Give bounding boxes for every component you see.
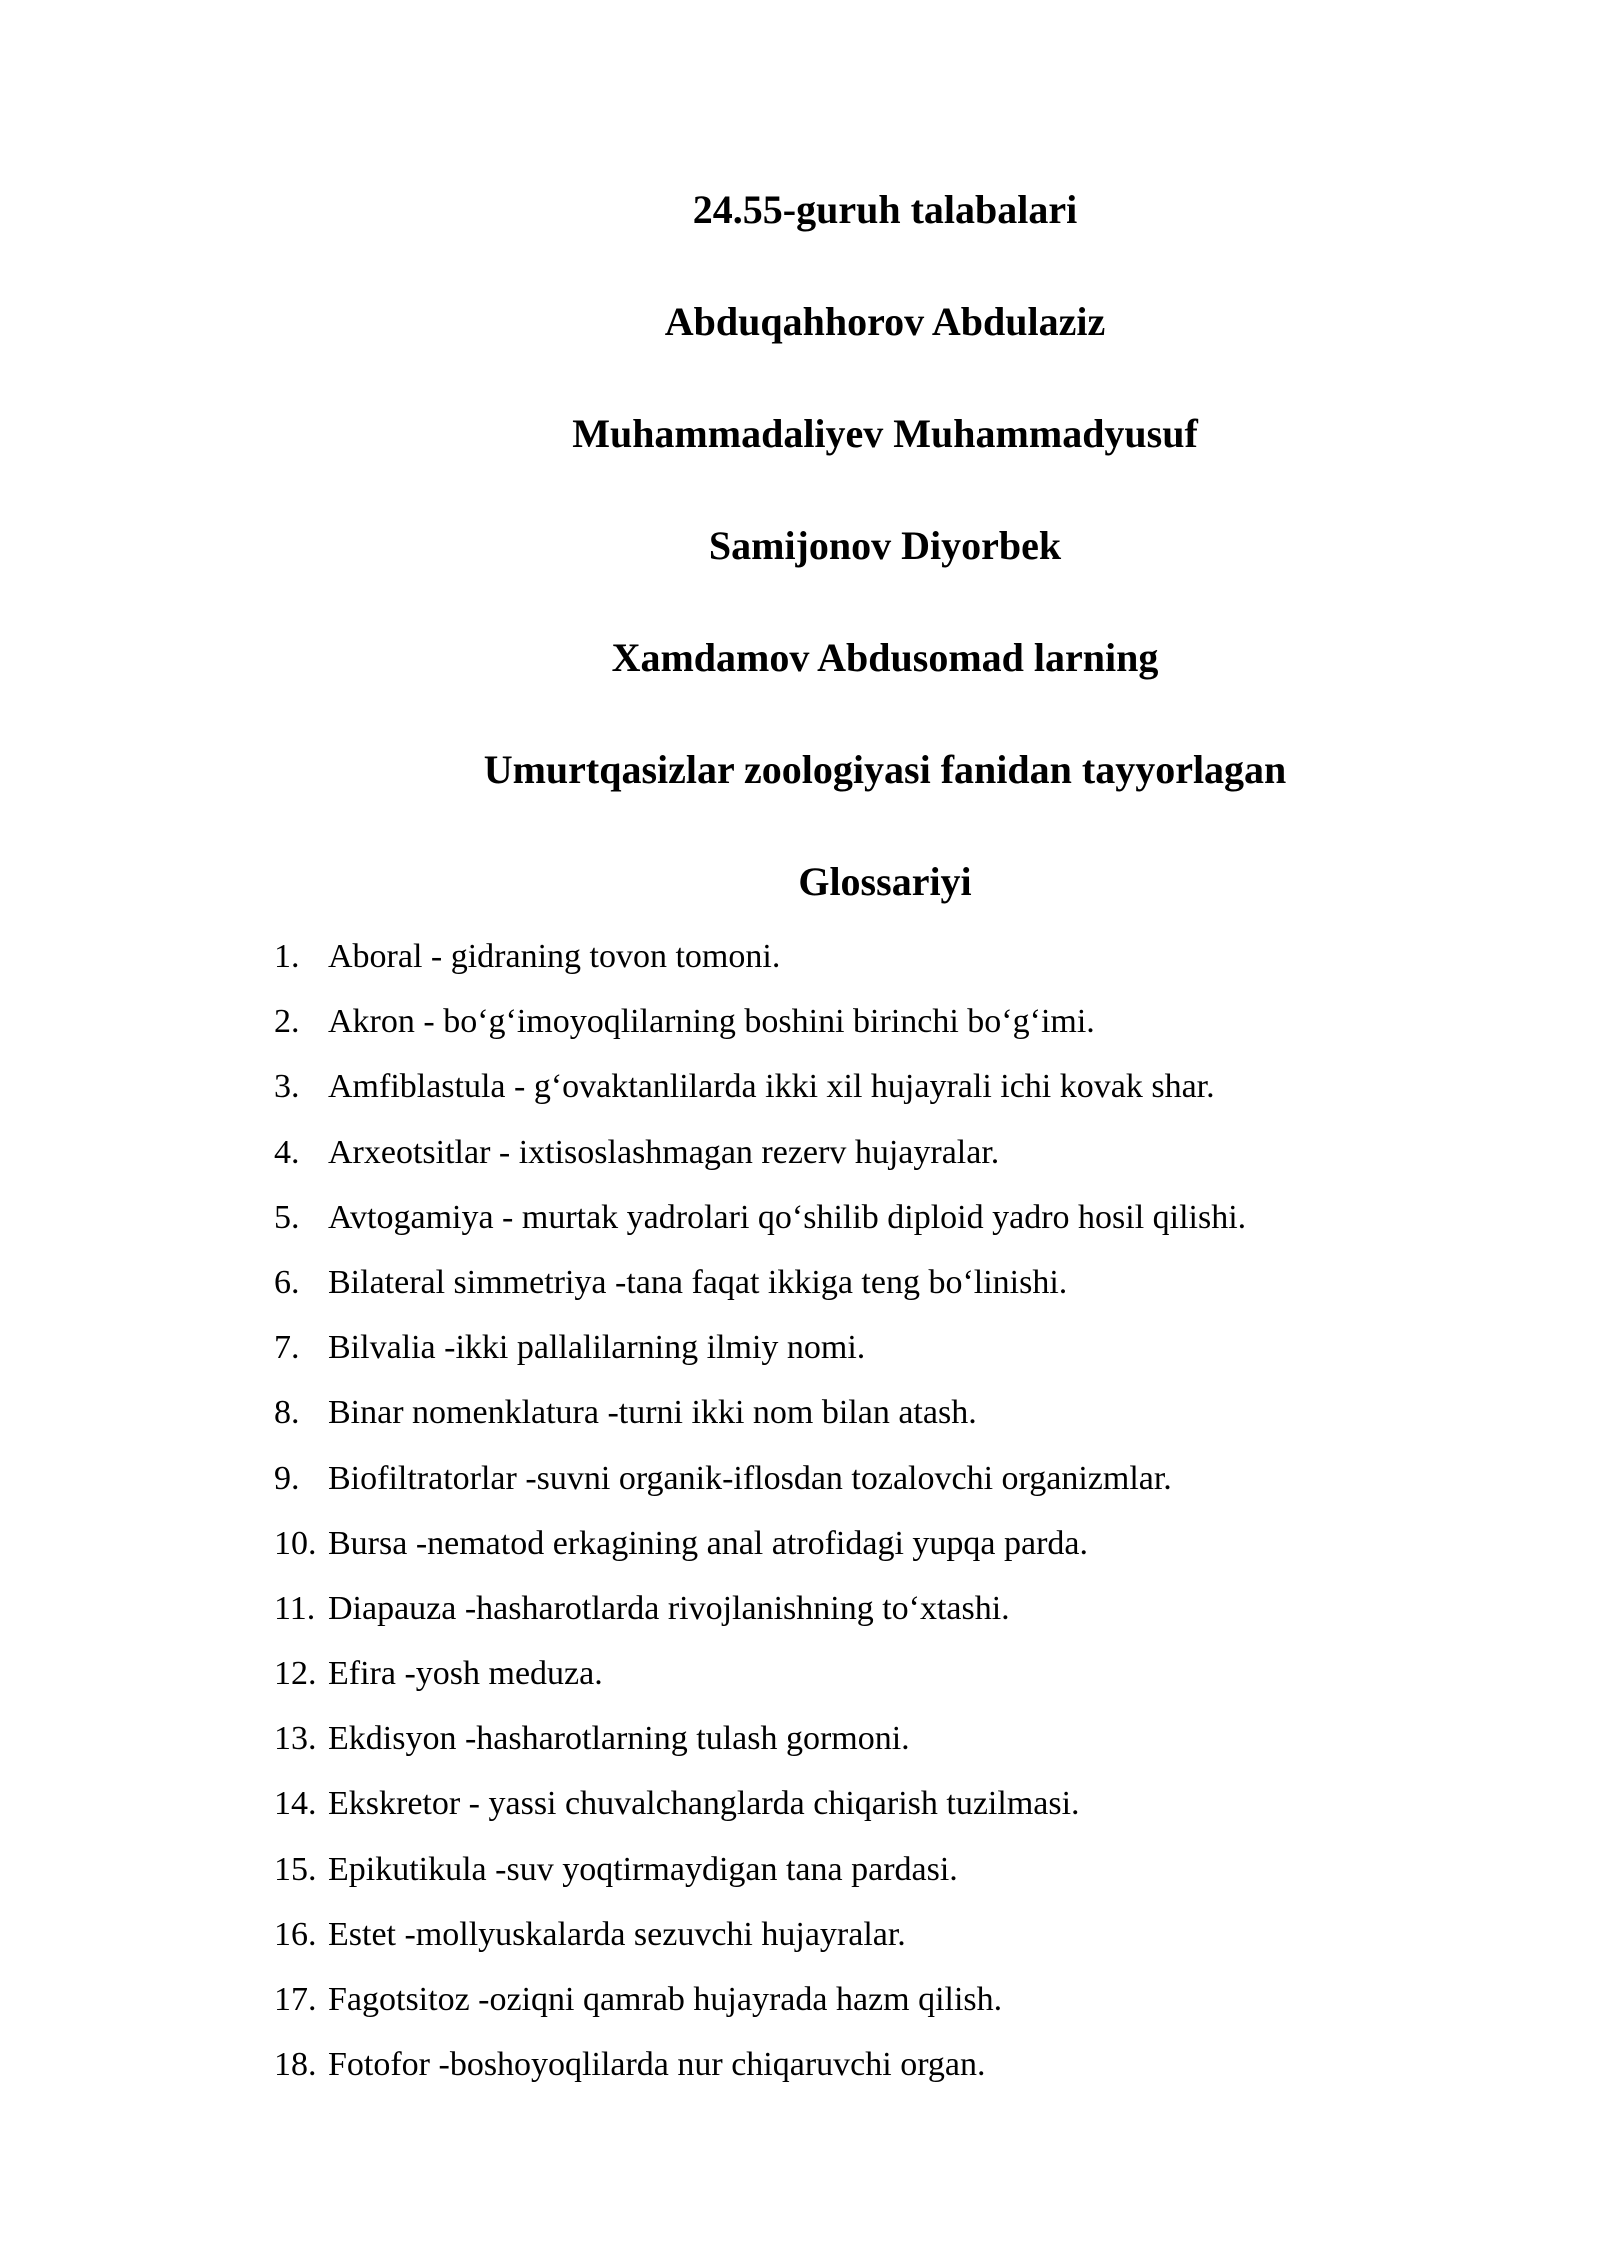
item-number: 9.: [274, 1459, 300, 1497]
item-text: Fotofor -boshoyoqlilarda nur chiqaruvchi organ.: [328, 2046, 986, 2084]
heading-student-2: Muhammadaliyev Muhammadyusuf: [572, 410, 1198, 456]
list-item: [274, 1654, 1474, 1719]
heading-subject: Umurtqasizlar zoologiyasi fanidan tayyorlagan: [483, 746, 1287, 792]
item-number: 3.: [274, 1068, 300, 1106]
list-item: [274, 1393, 1474, 1458]
heading-student-1: Abduqahhorov Abdulaziz: [664, 298, 1106, 344]
list-item: [274, 1915, 1474, 1980]
item-text: Bursa -nematod erkagining anal atrofidagi yupqa parda.: [328, 1524, 1089, 1562]
list-item: [274, 1589, 1474, 1654]
item-number: 18.: [274, 2046, 317, 2084]
item-text: Fagotsitoz -oziqni qamrab hujayrada hazm qilish.: [328, 1981, 1003, 2018]
list-item: [274, 1328, 1474, 1393]
item-text: Diapauza -hasharotlarda rivojlanishning to‘xtashi.: [328, 1589, 1010, 1627]
item-text: Aboral - gidraning tovon tomoni.: [328, 938, 781, 975]
heading-title: Glossariyi: [798, 858, 972, 904]
item-text: Binar nomenklatura -turni ikki nom bilan atash.: [328, 1394, 977, 1432]
list-item: [274, 1459, 1474, 1524]
item-text: Avtogamiya - murtak yadrolari qo‘shilib diploid yadro hosil qilishi.: [328, 1198, 1247, 1236]
item-number: 1.: [274, 938, 300, 975]
item-number: 7.: [274, 1329, 300, 1367]
item-number: 11.: [274, 1589, 316, 1627]
list-item: [274, 1719, 1474, 1784]
glossary-list: [274, 937, 1474, 2110]
item-text: Bilateral simmetriya -tana faqat ikkiga teng bo‘linishi.: [328, 1263, 1068, 1301]
item-number: 6.: [274, 1263, 300, 1301]
item-text: Estet -mollyuskalarda sezuvchi hujayralar.: [328, 1915, 906, 1953]
item-text: Ekskretor - yassi chuvalchanglarda chiqarish tuzilmasi.: [328, 1785, 1080, 1823]
item-number: 12.: [274, 1655, 317, 1693]
item-text: Arxeotsitlar - ixtisoslashmagan rezerv hujayralar.: [328, 1133, 1000, 1171]
item-number: 16.: [274, 1915, 317, 1953]
list-item: [274, 1850, 1474, 1915]
list-item: [274, 1198, 1474, 1263]
item-text: Efira -yosh meduza.: [328, 1655, 603, 1693]
heading-student-4: Xamdamov Abdusomad larning: [611, 634, 1159, 680]
item-text: Akron - bo‘g‘imoyoqlilarning boshini birinchi bo‘g‘imi.: [328, 1003, 1095, 1041]
list-item: [274, 1784, 1474, 1849]
document-heading: [0, 150, 1600, 934]
list-item: [274, 1263, 1474, 1328]
item-number: 8.: [274, 1394, 300, 1432]
list-item: [274, 1002, 1474, 1067]
item-number: 14.: [274, 1785, 317, 1823]
item-number: 13.: [274, 1720, 317, 1758]
item-text: Amfiblastula - g‘ovaktanlilarda ikki xil hujayrali ichi kovak shar.: [328, 1068, 1215, 1106]
list-item: [274, 1133, 1474, 1198]
heading-group-line: 24.55-guruh talabalari: [692, 186, 1078, 232]
item-text: Epikutikula -suv yoqtirmaydigan tana pardasi.: [328, 1850, 958, 1888]
heading-student-3: Samijonov Diyorbek: [708, 522, 1062, 568]
item-text: Bilvalia -ikki pallalilarning ilmiy nomi.: [328, 1329, 866, 1367]
list-item: [274, 1524, 1474, 1589]
item-number: 4.: [274, 1133, 300, 1171]
list-item: [274, 937, 1474, 1002]
item-number: 10.: [274, 1524, 317, 1562]
item-number: 2.: [274, 1003, 300, 1041]
list-item: [274, 1067, 1474, 1132]
item-number: 17.: [274, 1981, 317, 2018]
list-item: [274, 2045, 1474, 2110]
item-number: 5.: [274, 1198, 300, 1236]
item-text: Ekdisyon -hasharotlarning tulash gormoni.: [328, 1720, 910, 1758]
list-item: [274, 1980, 1474, 2045]
item-text: Biofiltratorlar -suvni organik-iflosdan tozalovchi organizmlar.: [328, 1459, 1172, 1497]
item-number: 15.: [274, 1850, 317, 1888]
